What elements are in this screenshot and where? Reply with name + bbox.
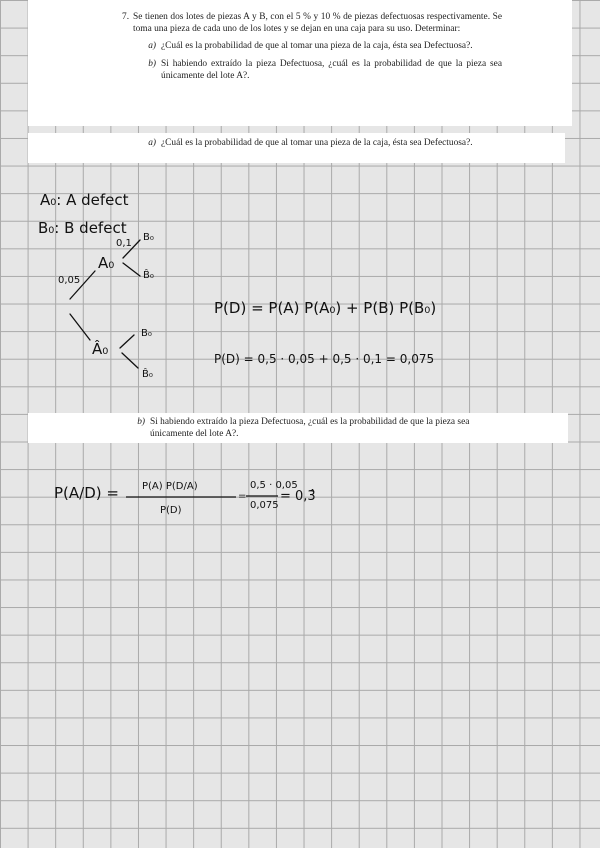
bayes-denominator-values: 0,075 (250, 500, 279, 511)
definition-a: A₀: A defect (40, 191, 129, 209)
tree-upper-weight: 0,1 (116, 238, 132, 249)
part-b-text: Si habiendo extraído la pieza Defectuosa, ¿cuál es la probabilidad de que la pieza sea únicamente del lote A?. (150, 417, 470, 440)
formula-numeric: P(D) = 0,5 · 0,05 + 0,5 · 0,1 = 0,075 (214, 352, 435, 366)
tree-root-weight: 0,05 (58, 275, 81, 286)
problem-item-a-label: a) (148, 41, 156, 52)
bayes-result: = 0,3̂ (280, 489, 316, 504)
bayes-denominator: P(D) (160, 505, 182, 516)
tree-branch-lower-1 (120, 335, 134, 348)
tree-leaf-lower-1: B₀ (141, 328, 152, 339)
part-a-label: a) (148, 138, 156, 148)
definition-b: B₀: B defect (38, 219, 127, 237)
part-b-label: b) (137, 417, 145, 427)
problem-statement: Se tienen dos lotes de piezas A y B, con el 5 % y 10 % de piezas defectuosas respectivamente. Se toma una pieza de cada uno de los lotes y se dejan en una caja para su uso. Determinar: (133, 12, 502, 35)
problem-item-b-label: b) (148, 58, 156, 69)
tree-branch-root-lower (70, 314, 90, 340)
tree-leaf-lower-2: B̂₀ (142, 369, 153, 380)
tree-branch-lower-2 (122, 353, 138, 368)
tree-leaf-upper-2: B̂₀ (143, 270, 154, 281)
bayes-numerator-values: 0,5 · 0,05 (250, 480, 298, 491)
tree-node-lower: Â₀ (92, 340, 109, 358)
part-a-text: ¿Cuál es la probabilidad de que al tomar una pieza de la caja, ésta sea Defectuosa?. (161, 138, 473, 148)
bayes-equals: = (238, 491, 247, 502)
tree-node-upper: A₀ (98, 254, 115, 272)
bayes-numerator: P(A) P(D/A) (142, 481, 198, 492)
problem-item-a-text: ¿Cuál es la probabilidad de que al tomar una pieza de la caja, ésta sea Defectuosa?. (161, 41, 473, 52)
tree-branch-upper-2 (123, 263, 140, 276)
problem-item-b-text: Si habiendo extraído la pieza Defectuosa, ¿cuál es la probabilidad de que la pieza sea únicamente del lote A?. (161, 58, 502, 81)
tree-leaf-upper-1: B₀ (143, 232, 154, 243)
formula-total-probability: P(D) = P(A) P(A₀) + P(B) P(B₀) (214, 299, 437, 317)
problem-number: 7. (122, 12, 130, 22)
bayes-lhs: P(A/D) = (54, 484, 119, 502)
